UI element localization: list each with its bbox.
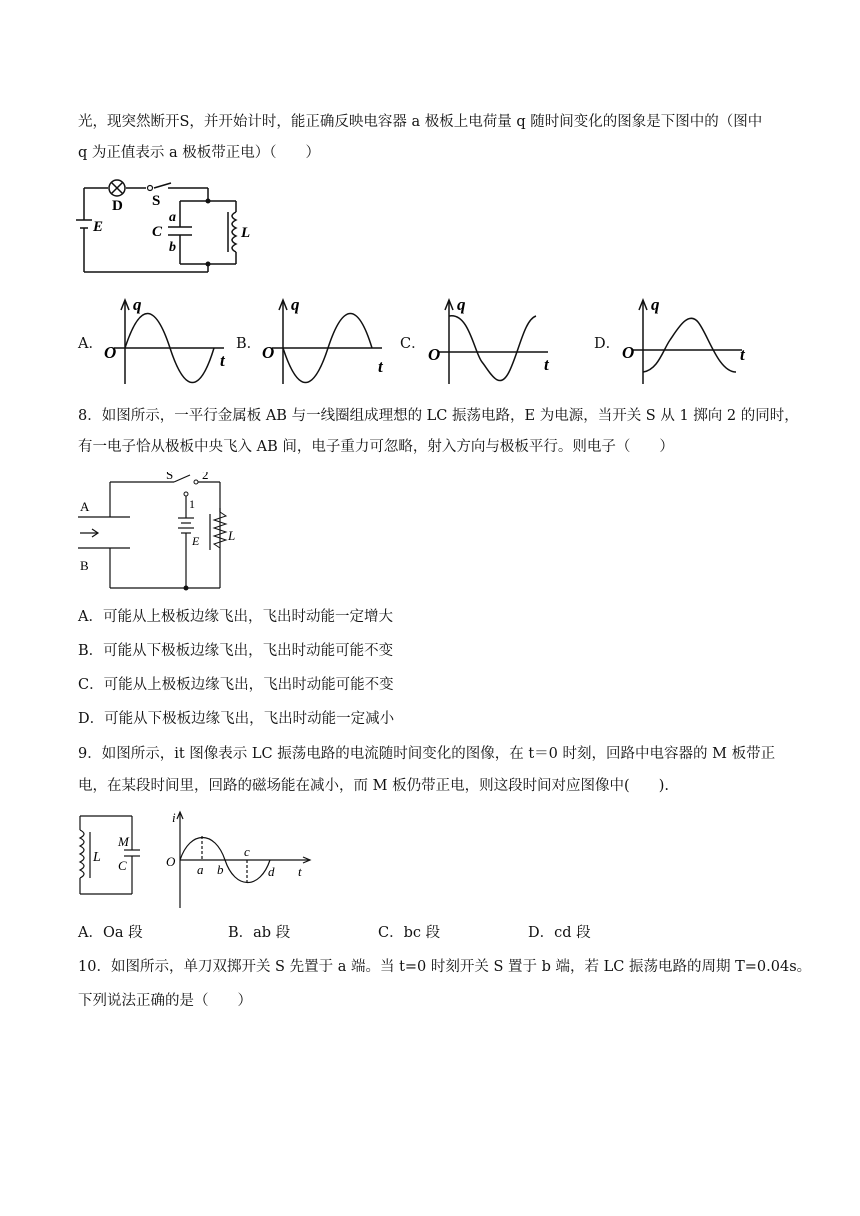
svg-text:q: q bbox=[133, 295, 142, 314]
q7-option-a-label[interactable]: A． bbox=[78, 336, 103, 352]
q9-choice-c[interactable]: C．bc 段 bbox=[378, 925, 441, 941]
q8-choice-d[interactable]: D．可能从下极板边缘飞出，飞出时动能一定减小 bbox=[78, 711, 395, 727]
plate-a-label: A bbox=[80, 499, 90, 514]
battery-label: E bbox=[93, 219, 104, 235]
q7-option-d-graph[interactable] bbox=[618, 292, 758, 387]
q8-choice-a[interactable]: A．可能从上极板边缘飞出，飞出时动能一定增大 bbox=[78, 609, 393, 625]
q9-current-graph bbox=[160, 808, 320, 912]
svg-text:O: O bbox=[428, 345, 441, 364]
coil-label: L bbox=[93, 850, 101, 865]
svg-text:O: O bbox=[104, 343, 117, 362]
switch-label: S bbox=[166, 472, 174, 482]
svg-text:O: O bbox=[622, 343, 635, 362]
q10-line1: 10．如图所示，单刀双掷开关 S 先置于 a 端。当 t=0 时刻开关 S 置于 b 端，若 LC 振荡电路的周期 T=0.04s。 bbox=[78, 959, 812, 975]
coil-label: L bbox=[241, 225, 251, 241]
q7-option-c-label[interactable]: C． bbox=[400, 336, 426, 352]
q7-option-a-graph[interactable] bbox=[100, 292, 240, 387]
q8-choice-b[interactable]: B．可能从下极板边缘飞出，飞出时动能可能不变 bbox=[78, 643, 394, 659]
pos2-label: 2 bbox=[202, 472, 209, 482]
q9-line1: 9．如图所示，it 图像表示 LC 振荡电路的电流随时间变化的图像，在 t＝0 时刻，回路中电容器的 M 板带正 bbox=[78, 746, 776, 762]
switch-label: S bbox=[152, 193, 161, 209]
point-b-label: b bbox=[217, 862, 224, 877]
q8-circuit-diagram bbox=[78, 472, 248, 594]
origin-label: O bbox=[166, 854, 176, 869]
q9-choice-d[interactable]: D．cd 段 bbox=[528, 925, 591, 941]
q7-option-d-label[interactable]: D． bbox=[594, 336, 621, 352]
q8-line1: 8．如图所示，一平行金属板 AB 与一线圈组成理想的 LC 振荡电路，E 为电源，当开关 S 从 1 掷向 2 的同时， bbox=[78, 408, 799, 424]
q10-line2: 下列说法正确的是（ ） bbox=[78, 993, 252, 1009]
q9-lc-circuit bbox=[76, 810, 148, 898]
point-c-label: c bbox=[244, 844, 250, 859]
q9-choice-a[interactable]: A．Oa 段 bbox=[78, 925, 143, 941]
svg-text:q: q bbox=[651, 295, 660, 314]
svg-text:t: t bbox=[220, 351, 225, 370]
svg-text:q: q bbox=[291, 295, 300, 314]
svg-text:t: t bbox=[544, 355, 549, 374]
svg-text:t: t bbox=[740, 345, 745, 364]
q9-choice-b[interactable]: B．ab 段 bbox=[228, 925, 291, 941]
q8-choice-c[interactable]: C．可能从上极板边缘飞出，飞出时动能可能不变 bbox=[78, 677, 394, 693]
cap-label: C bbox=[118, 858, 127, 873]
q7-circuit-diagram bbox=[76, 174, 256, 279]
point-d-label: d bbox=[268, 864, 275, 879]
q7-line1: 光，现突然断开S，并开始计时，能正确反映电容器 a 极板上电荷量 q 随时间变化的图象是下图中的（图中 bbox=[78, 114, 763, 130]
plate-a-label: a bbox=[169, 210, 176, 225]
q9-line2: 电，在某段时间里，回路的磁场能在减小，而 M 板仍带正电，则这段时间对应图像中( ). bbox=[78, 778, 669, 794]
svg-text:t: t bbox=[378, 357, 383, 376]
q8-line2: 有一电子恰从极板中央飞入 AB 间，电子重力可忽略，射入方向与极板平行。则电子（ ） bbox=[78, 439, 674, 455]
pos1-label: 1 bbox=[189, 497, 195, 511]
lamp-label: D bbox=[112, 198, 123, 214]
svg-text:q: q bbox=[457, 295, 466, 314]
plate-b-label: B bbox=[80, 558, 89, 573]
q7-option-b-label[interactable]: B． bbox=[236, 336, 262, 352]
q7-line2: q 为正值表示 a 极板带正电）（ ） bbox=[78, 145, 321, 161]
cap-label: C bbox=[152, 224, 163, 240]
axis-i-label: i bbox=[172, 810, 176, 825]
point-a-label: a bbox=[197, 862, 204, 877]
axis-t-label: t bbox=[298, 864, 302, 879]
q7-option-c-graph[interactable] bbox=[424, 292, 564, 387]
plate-m-label: M bbox=[118, 834, 129, 849]
svg-text:O: O bbox=[262, 343, 275, 362]
battery-label: E bbox=[192, 534, 200, 548]
plate-b-label: b bbox=[169, 240, 176, 255]
q7-option-b-graph[interactable] bbox=[258, 292, 398, 387]
coil-label: L bbox=[228, 528, 236, 543]
